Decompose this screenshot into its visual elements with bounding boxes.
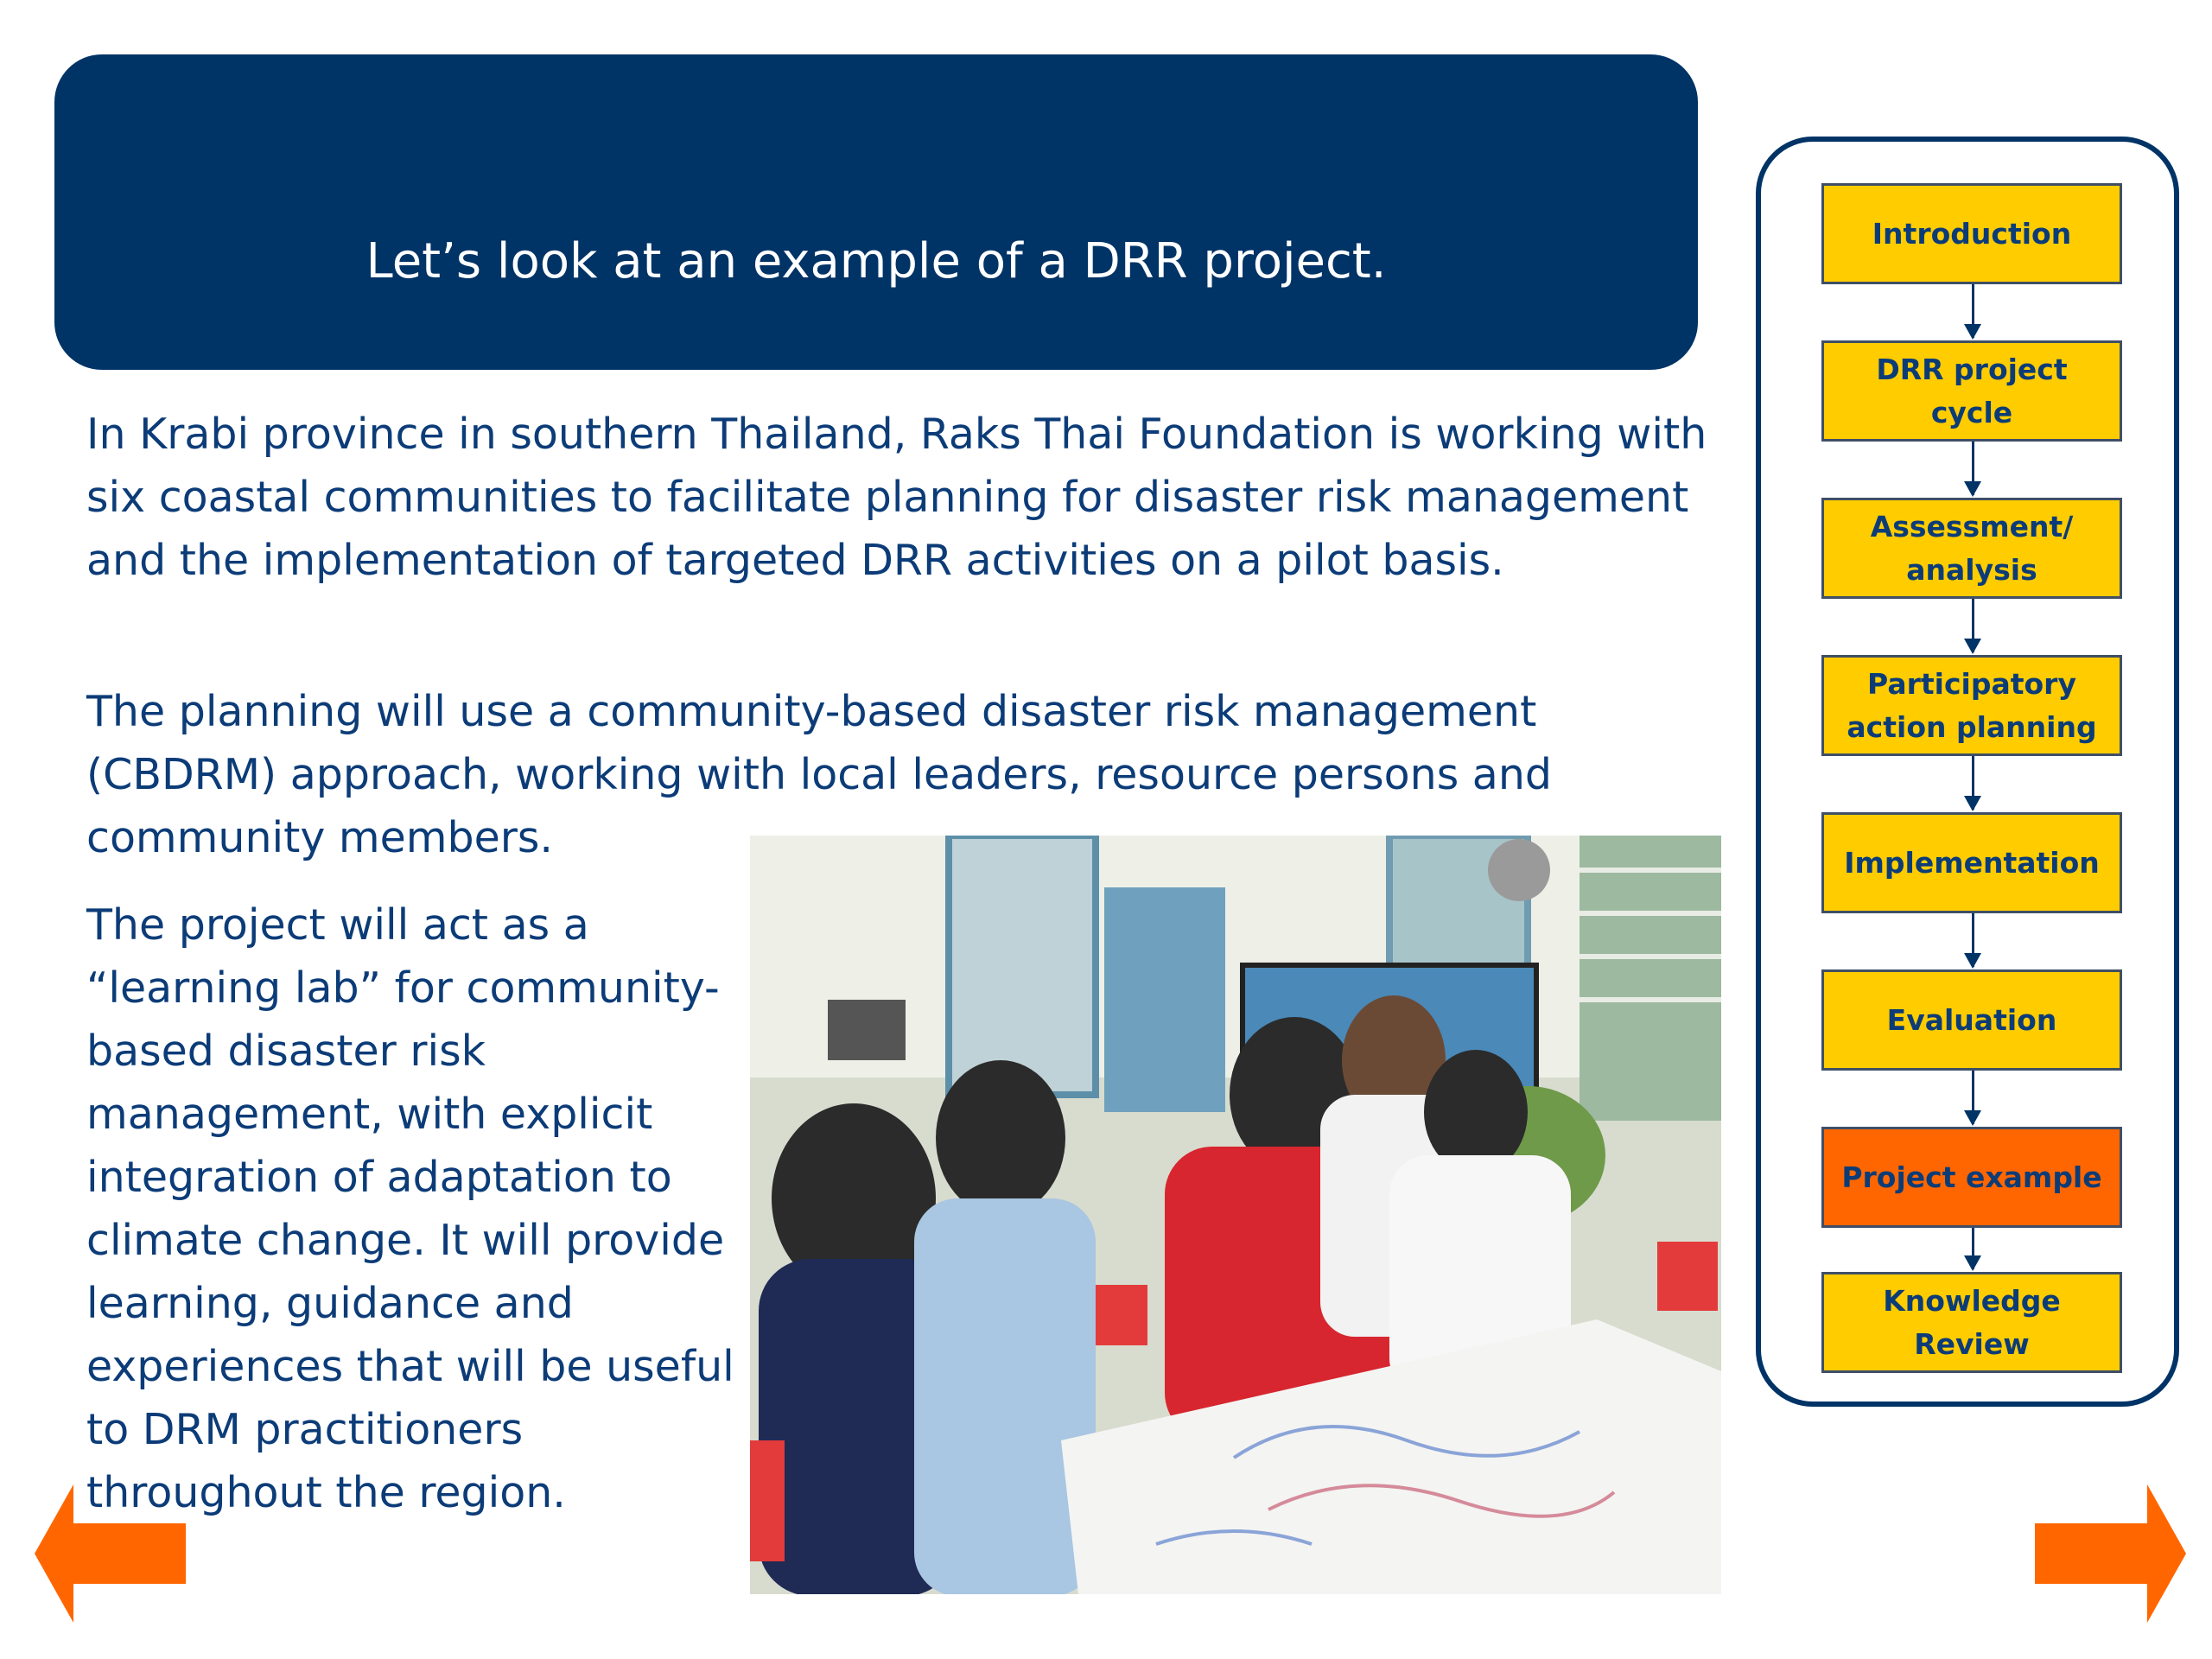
step-project-example[interactable]: Project example: [1821, 1127, 2122, 1228]
arrow-left-icon: [35, 1484, 190, 1623]
step-connector: [1972, 442, 1974, 495]
step-connector: [1972, 599, 1974, 652]
step-connector: [1972, 1071, 1974, 1124]
step-connector: [1972, 913, 1974, 967]
step-participatory-action-planning[interactable]: Participatory action planning: [1821, 655, 2122, 756]
step-connector: [1972, 284, 1974, 338]
step-introduction[interactable]: Introduction: [1821, 183, 2122, 284]
step-assessment-analysis[interactable]: Assessment/ analysis: [1821, 498, 2122, 599]
step-drr-project-cycle[interactable]: DRR project cycle: [1821, 340, 2122, 442]
step-connector: [1972, 756, 1974, 810]
previous-button[interactable]: [35, 1484, 190, 1623]
arrow-right-icon: [2031, 1484, 2186, 1623]
title-banner: [54, 54, 1698, 370]
paragraph-learning-lab: The project will act as a “learning lab” for community-based disaster risk management, with explicit integration of adaptation to climate change. It will provide learning, guidance and experiences that will be useful to DRM practitioners throughout the region.: [86, 900, 734, 1517]
step-implementation[interactable]: Implementation: [1821, 812, 2122, 913]
paragraph-intro: In Krabi province in southern Thailand, Raks Thai Foundation is working with six coastal communities to facilitate planning for disaster risk management and the implementation of targeted DRR activities on a pilot basis.: [86, 410, 1707, 585]
step-evaluation[interactable]: Evaluation: [1821, 969, 2122, 1071]
paragraph-approach: The planning will use a community-based disaster risk management (CBDRM) approach, working with local leaders, resource persons and community members.: [86, 687, 1552, 862]
next-button[interactable]: [2031, 1484, 2186, 1623]
workshop-photo: [750, 836, 1721, 1594]
step-knowledge-review[interactable]: Knowledge Review: [1821, 1272, 2122, 1373]
page-title: Let’s look at an example of a DRR project.: [365, 233, 1387, 289]
step-connector: [1972, 1228, 1974, 1269]
